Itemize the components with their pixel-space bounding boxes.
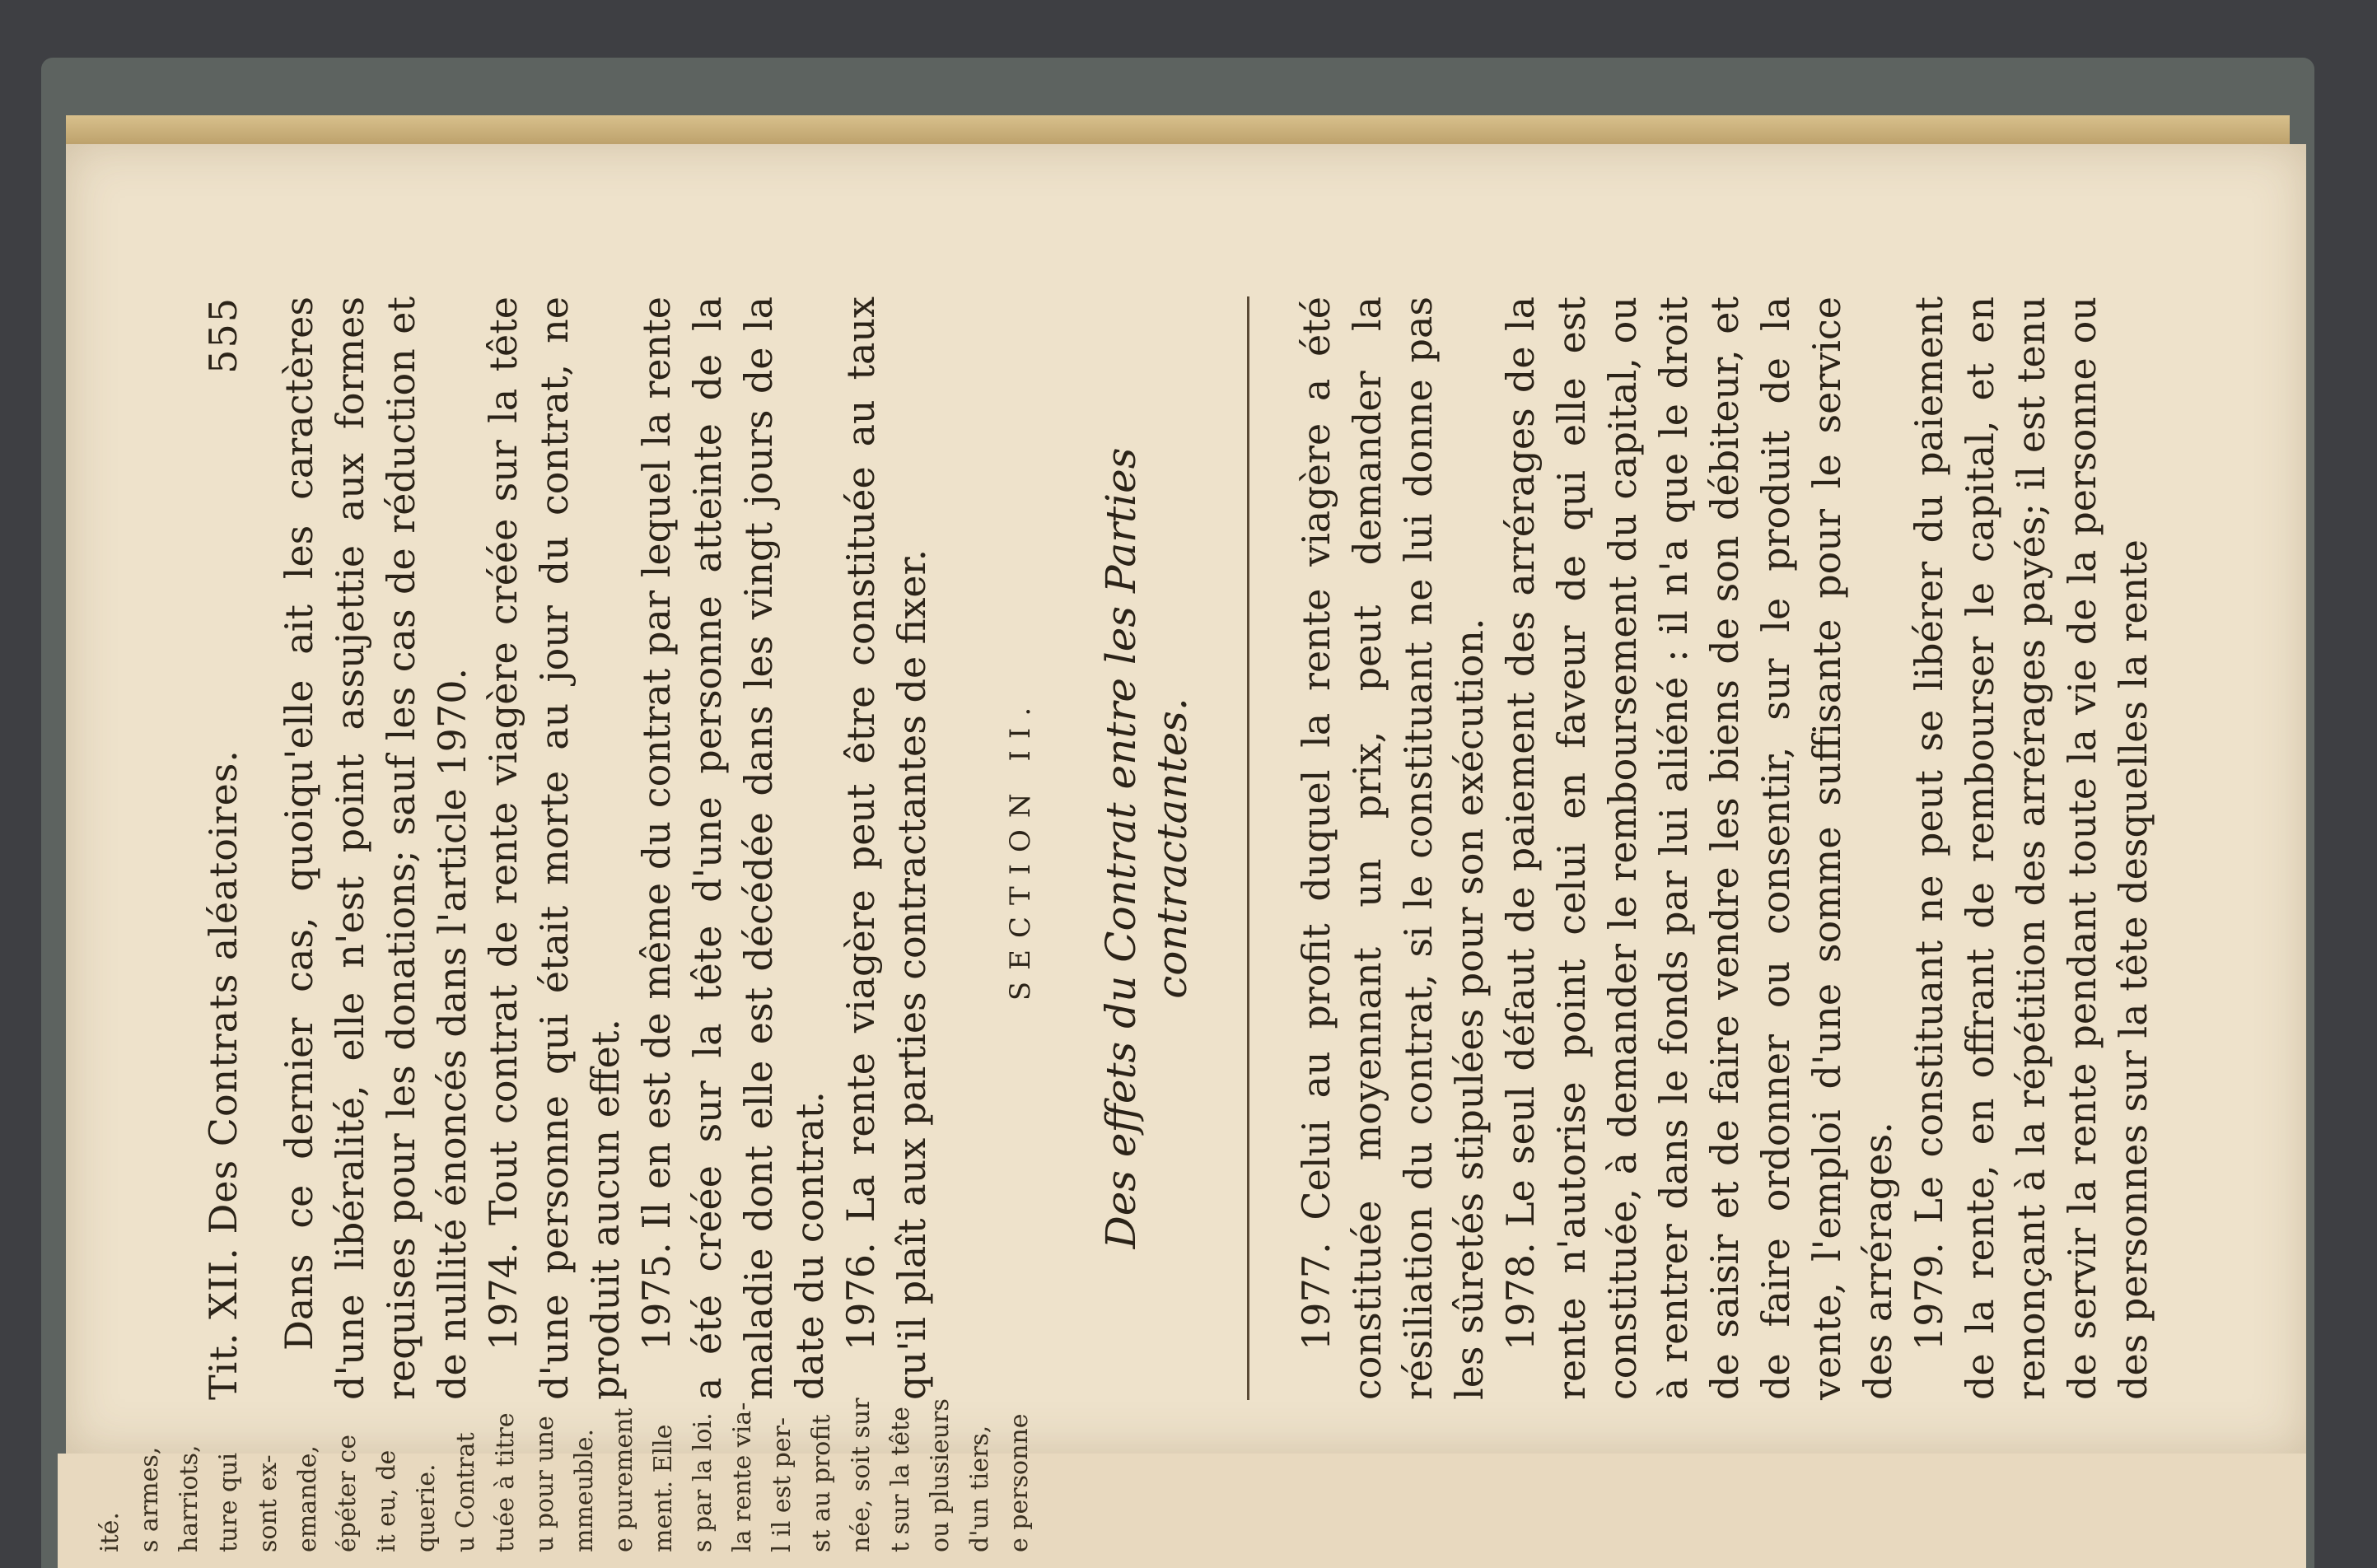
section-divider xyxy=(1247,296,1249,1400)
page-header xyxy=(198,296,249,1400)
facing-fragment: ité. xyxy=(96,1512,124,1552)
facing-fragment: l il est per- xyxy=(768,1416,796,1552)
facing-fragment: it eu, de xyxy=(372,1449,401,1552)
facing-fragment: e purement xyxy=(609,1407,638,1552)
facing-fragment: querie. xyxy=(412,1463,441,1552)
facing-fragment: u pour une xyxy=(530,1416,559,1552)
section-heading: SECTION II. xyxy=(1004,695,1037,1001)
paragraph: 1975. Il en est de même du contrat par lequel la rente a été créée sur la tête d'une personne atteinte de la maladie dont elle est décédée dans les vingt jours de la date du contrat. xyxy=(634,296,832,1400)
article: 1978. Le seul défaut de paiement des arrérages de la rente n'autorise point celui en faveur de qui elle est constituée, à demander le remboursement du capital, ou à rentrer dans le fonds par lui aliéné : il n'a que le droit de saisir et de faire vendre les biens de son débiteur, et de faire ordonner ou consentir, sur le produit de la vente, l'emploi d'une somme suffisante pour le service des arrérages. xyxy=(1498,296,1900,1400)
facing-fragment: e personne xyxy=(1005,1413,1034,1552)
facing-fragment: u Contrat xyxy=(451,1432,480,1552)
facing-fragment: t sur la tête xyxy=(886,1407,915,1552)
facing-fragment: st au profit xyxy=(807,1414,836,1552)
article: 1977. Celui au profit duquel la rente viagère a été constituée moyennant un prix, peut demander la résiliation du contrat, si le constituant ne lui donne pas les sûretés stipulées pour son exécution. xyxy=(1294,296,1492,1400)
facing-fragment: sont ex- xyxy=(254,1454,283,1552)
facing-fragment: d'un tiers, xyxy=(965,1425,994,1552)
facing-fragment: tuée à titre xyxy=(491,1412,520,1552)
paragraph: 1974. Tout contrat de rente viagère créée sur la tête d'une personne qui était morte au jour du contrat, ne produit aucun effet. xyxy=(481,296,628,1400)
facing-fragment: née, soit sur xyxy=(847,1398,876,1552)
facing-fragment: s par la loi. xyxy=(689,1412,717,1552)
running-title: Tit. XII. Des Contrats aléatoires. xyxy=(201,749,245,1400)
facing-fragment: épéter ce xyxy=(333,1435,362,1552)
facing-fragment: ment. Elle xyxy=(649,1424,678,1552)
page-number: 555 xyxy=(201,296,245,374)
facing-fragment: harriots, xyxy=(175,1444,203,1552)
article: 1979. Le constituant ne peut se libérer du paiement de la rente, en offrant de rembourser le capital, et en renonçant à la répétition des arrérages payés; il est tenu de servir la rente pendant toute la vie de la personne ou des personnes sur la tête desquelles la rente xyxy=(1907,296,2155,1400)
facing-fragment: ou plusieurs xyxy=(926,1398,955,1552)
facing-fragment: emande, xyxy=(293,1445,322,1552)
facing-fragment: ture qui xyxy=(214,1452,243,1552)
paragraph: 1976. La rente viagère peut être constituée au taux qu'il plaît aux parties contractantes de fixer. xyxy=(838,296,934,1400)
page-content xyxy=(198,296,2155,1400)
section-subtitle: Des effets du Contrat entre les Parties contractantes. xyxy=(1097,447,1196,1249)
facing-fragment: la rente via- xyxy=(728,1402,757,1552)
facing-fragment: s armes, xyxy=(135,1446,164,1552)
paragraph: Dans ce dernier cas, quoiqu'elle ait les caractères d'une libéralité, elle n'est point assujettie aux formes requises pour les donations; sauf les cas de réduction et de nullité énoncés dans l'article 1970. xyxy=(277,296,474,1400)
facing-fragment: mmeuble. xyxy=(570,1428,599,1552)
